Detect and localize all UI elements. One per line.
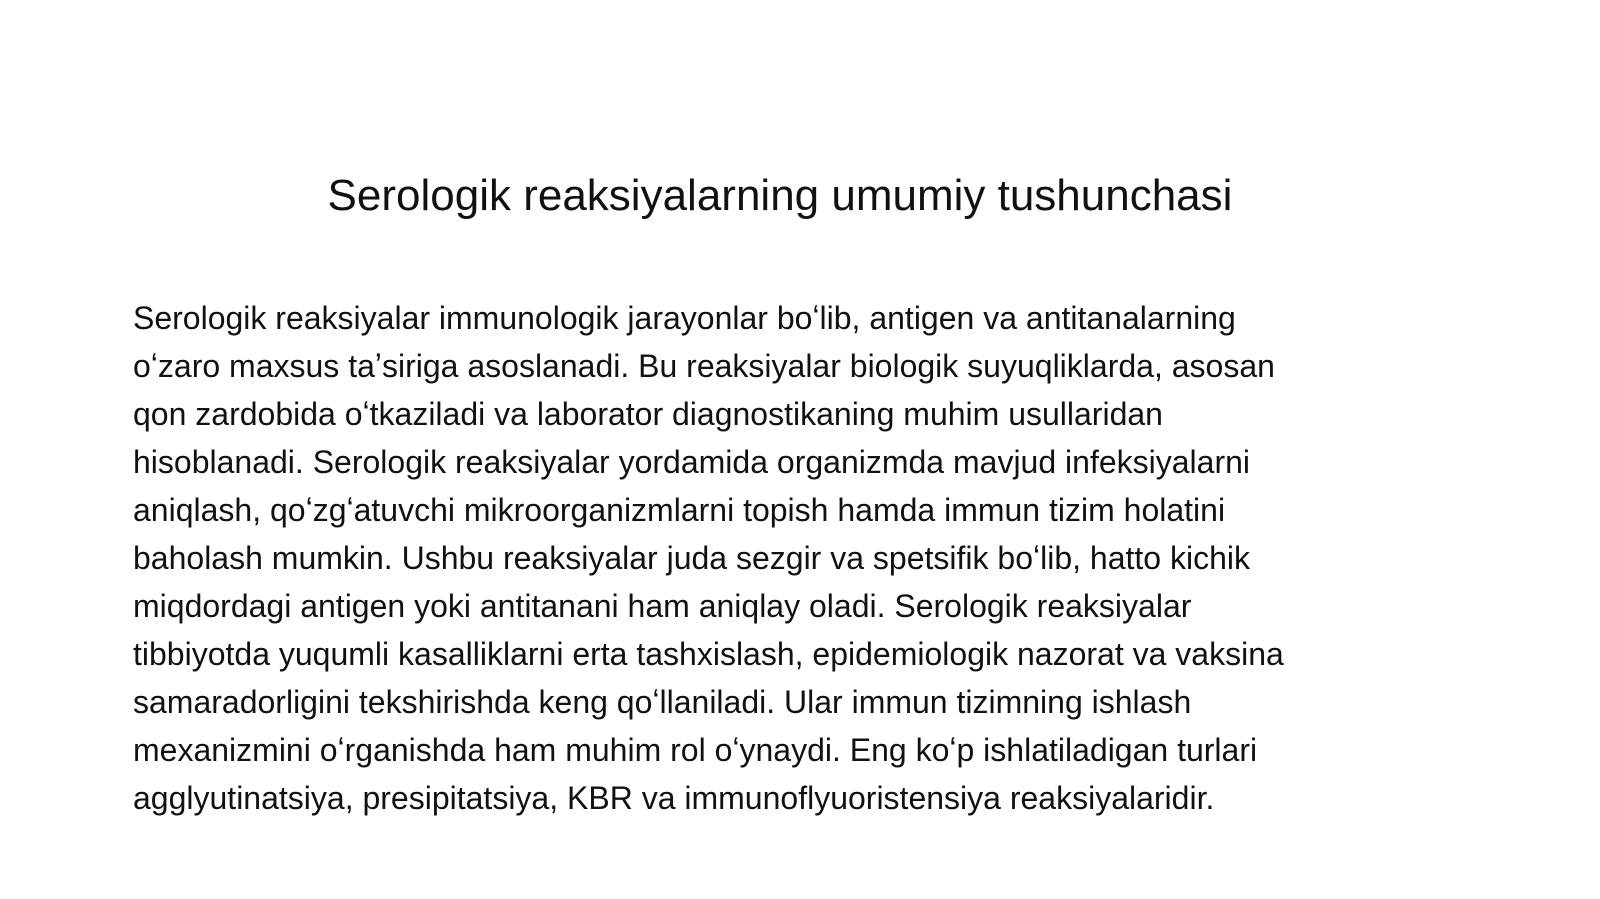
- body-line: oʻzaro maxsus taʼsiriga asoslanadi. Bu reaksiyalar biologik suyuqliklarda, asosan: [133, 348, 1275, 384]
- body-line: agglyutinatsiya, presipitatsiya, KBR va immunoflyuoristensiya reaksiyalaridir.: [133, 780, 1215, 816]
- body-line: tibbiyotda yuqumli kasalliklarni erta tashxislash, epidemiologik nazorat va vaksina: [133, 636, 1284, 672]
- body-line: samaradorligini tekshirishda keng qoʻllaniladi. Ular immun tizimning ishlash: [133, 684, 1192, 720]
- body-line: mexanizmini oʻrganishda ham muhim rol oʻynaydi. Eng koʻp ishlatiladigan turlari: [133, 732, 1258, 768]
- body-line: baholash mumkin. Ushbu reaksiyalar juda sezgir va spetsifik boʻlib, hatto kichik: [133, 540, 1250, 576]
- slide-title: Serologik reaksiyalarning umumiy tushunchasi: [327, 171, 1233, 220]
- body-line: miqdordagi antigen yoki antitanani ham aniqlay oladi. Serologik reaksiyalar: [133, 588, 1192, 624]
- slide-body: [133, 294, 1473, 822]
- body-line: Serologik reaksiyalar immunologik jarayonlar boʻlib, antigen va antitanalarning: [133, 300, 1236, 336]
- body-line: aniqlash, qoʻzgʻatuvchi mikroorganizmlarni topish hamda immun tizim holatini: [133, 492, 1226, 528]
- body-line: qon zardobida oʻtkaziladi va laborator diagnostikaning muhim usullaridan: [133, 396, 1163, 432]
- body-line: hisoblanadi. Serologik reaksiyalar yordamida organizmda mavjud infeksiyalarni: [133, 444, 1250, 480]
